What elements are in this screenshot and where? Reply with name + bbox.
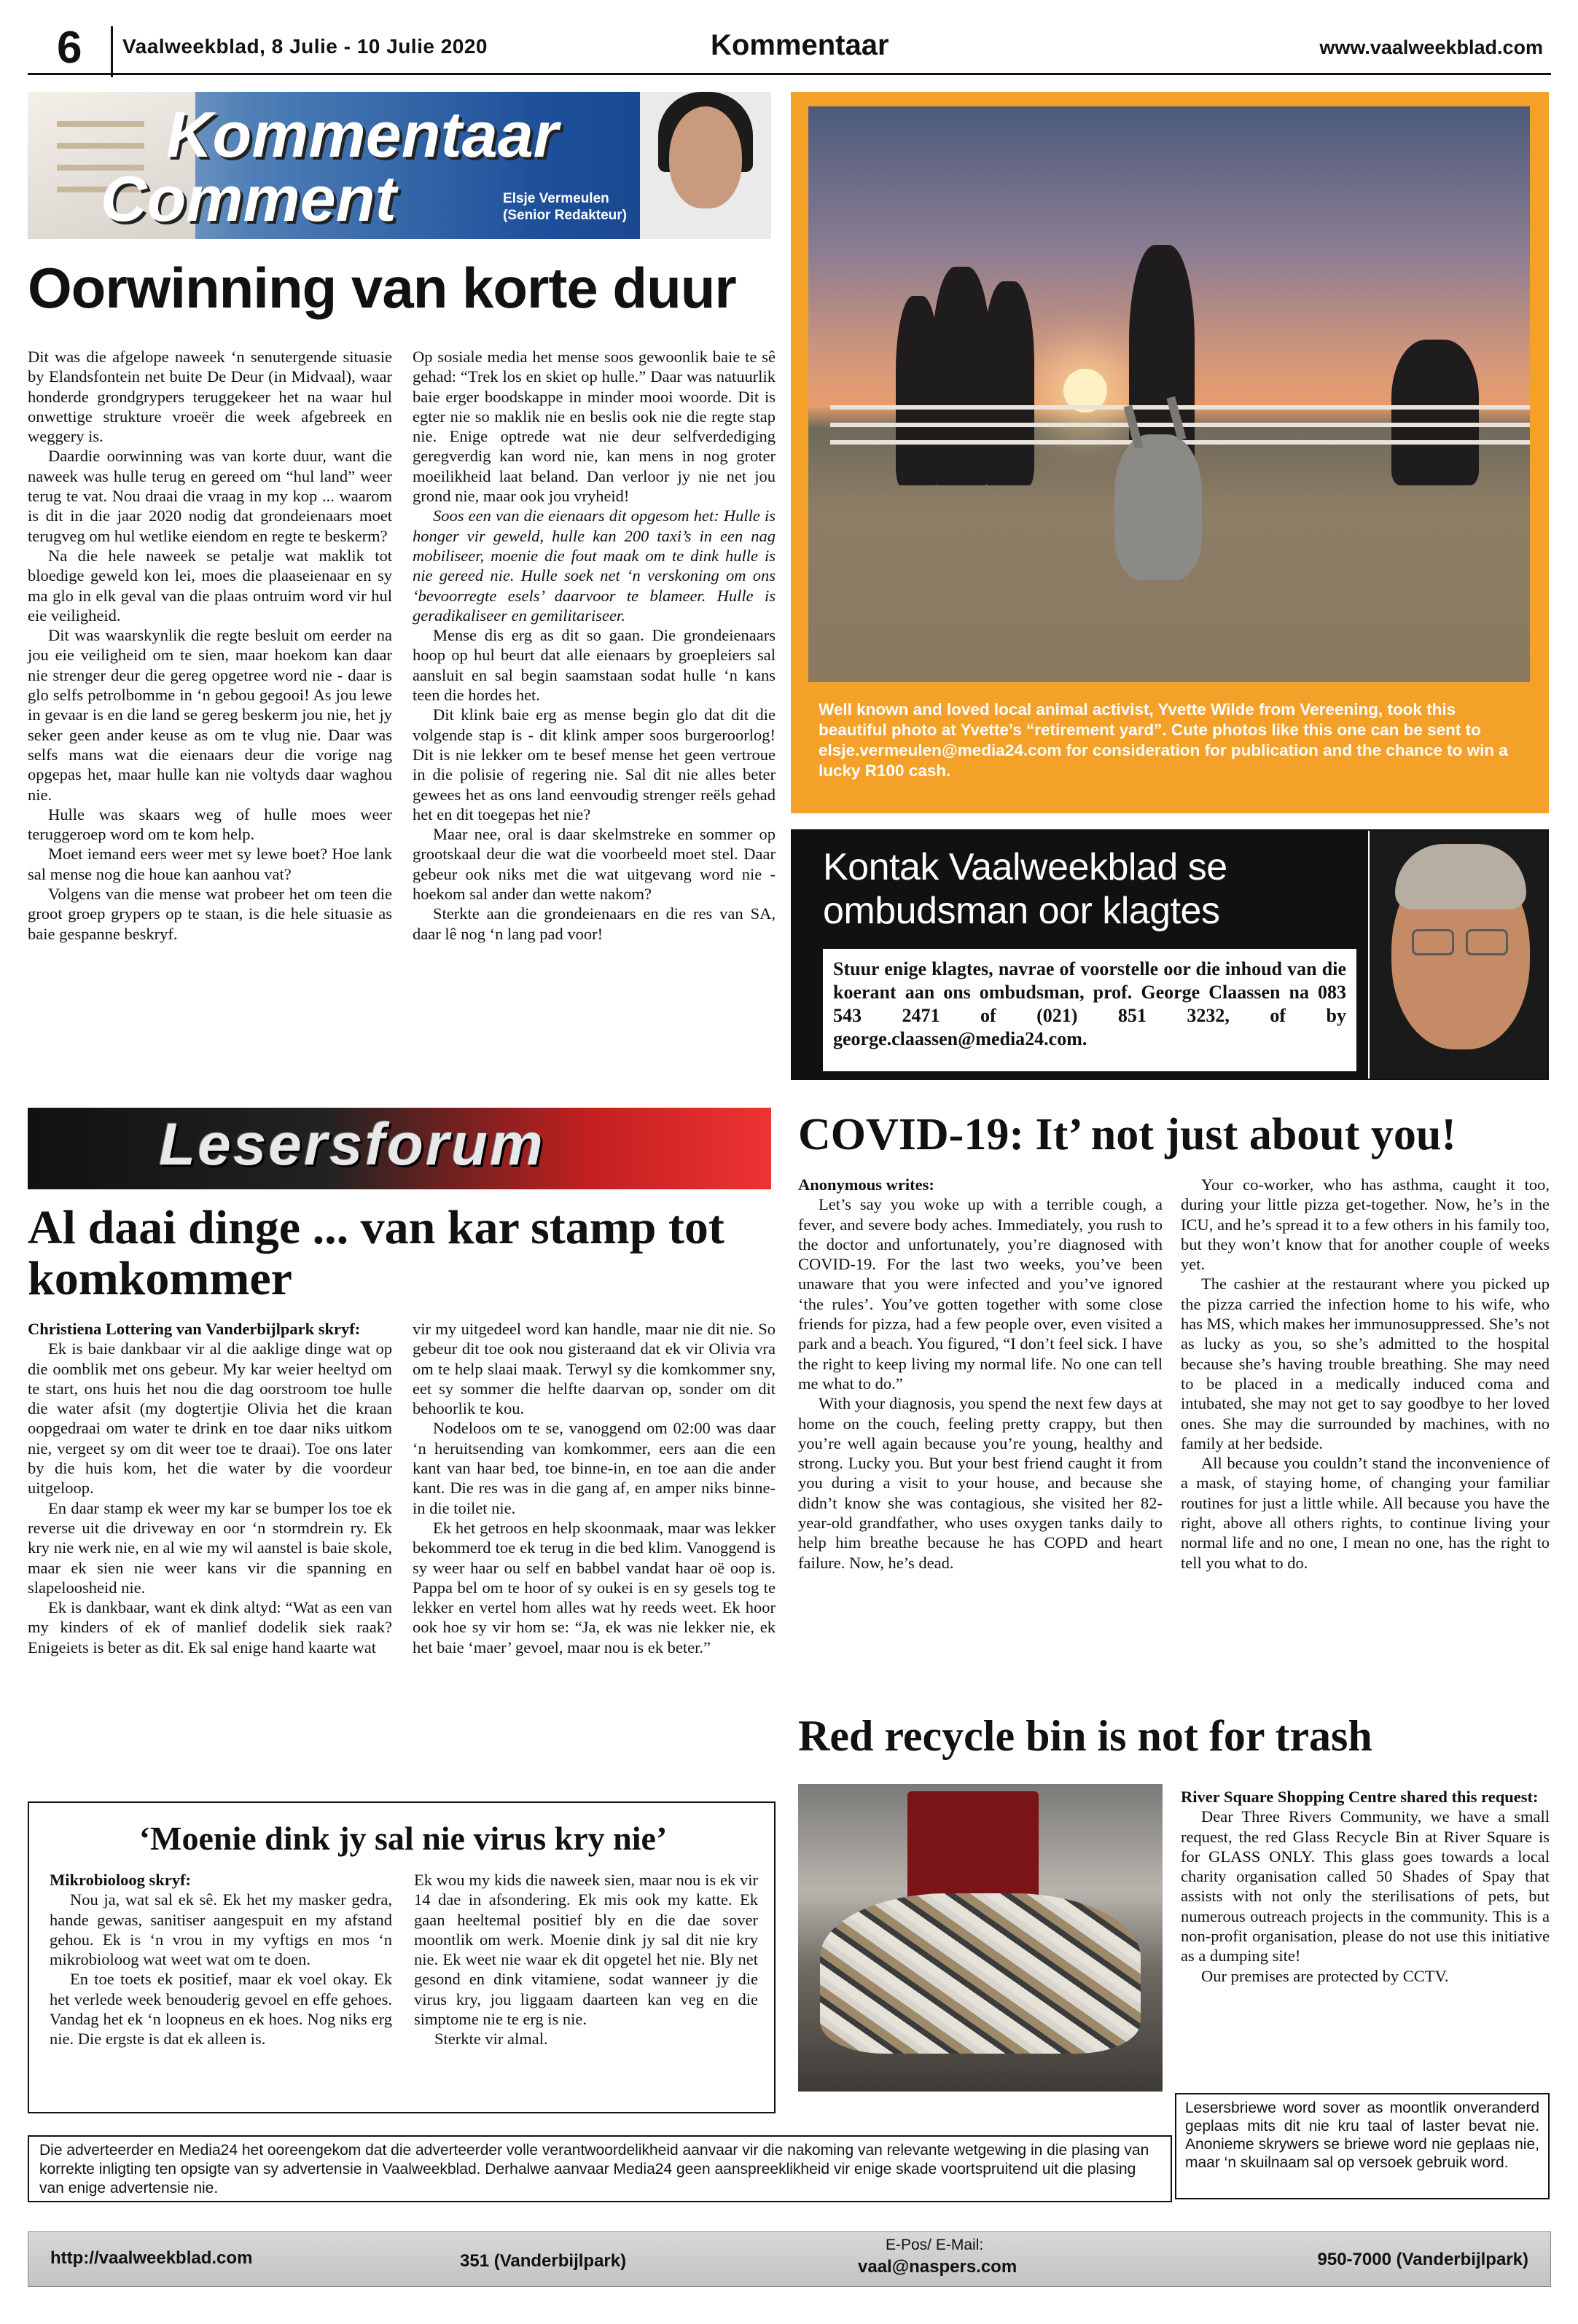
comment-banner [28,92,771,239]
editorial-column-2 [413,347,776,944]
covid-column-2 [1181,1175,1550,1573]
moenie-column-1 [50,1870,392,2049]
recycle-bin-photo [798,1784,1163,2092]
moenie-box [28,1801,776,2113]
paragraph: Soos een van die eienaars dit opgesom het: Hulle is honger vir geweld, hulle kan 200 taxi’s in een nag mobiliseer, moenie die fout maak om te dink hulle is nie gereed nie. Hulle soek net ‘n verskoning om ons ‘bevoorregte esels’ daarvoor te blameer. Hulle is geradikaliseer en gemilitariseer. [413,506,776,625]
covid-byline: Anonymous writes: [798,1175,934,1194]
footer-email[interactable]: vaal@naspers.com [858,2257,1018,2277]
covid-column-1 [798,1175,1163,1573]
paragraph: All because you couldn’t stand the inconvenience of a mask, of staying home, of changing your familiar routines for just a little while. All because you have the right, above all others rights, to continue living your normal life and no one, I mean no one, has the right to tell you what to do. [1181,1454,1550,1572]
paragraph: Maar nee, oral is daar skelmstreke en sommer op grootskaal deur die wat die voorbeeld moet stel. Daar gebeur ook niks met die wat uitgevang word nie - hoekom sal ander dan wette nakom? [413,825,776,904]
moenie-byline: Mikrobioloog skryf: [50,1871,191,1889]
portrait-face [669,106,742,208]
glasses [1412,929,1454,955]
tree [983,281,1034,485]
red-bin [907,1791,1039,1901]
portrait-hair [1395,844,1526,909]
footer-website[interactable]: http://vaalweekblad.com [50,2248,253,2268]
author-role: (Senior Redakteur) [503,208,627,223]
paragraph: En toe toets ek positief, maar ek voel okay. Ek het verlede week benouderig gevoel en effe gehoes. Vandag het ek ‘n loopneus en ek hoes. Nog niks erg nie. Die ergste is dat ek alleen is. [50,1970,392,2049]
paragraph: vir my uitgedeel word kan handle, maar nie dit nie. So gebeur dit toe ook nou gisteraand dat ek vir Olivia vra om te help slaai maak. Terwyl sy die komkommer sny, eet sy sommer die helfte daarvan op, sonder om dit behoorlik te kou. [413,1320,776,1418]
letter-byline: Christiena Lottering van Vanderbijlpark skryf: [28,1320,361,1338]
paragraph: Moet iemand eers weer met sy lewe boet? Hoe lank sal mense nog die houe kan aanhou vat? [28,845,392,883]
issue-date: Vaalweekblad, 8 Julie - 10 Julie 2020 [122,35,488,58]
paragraph: Volgens van die mense wat probeer het om teen die groot groep grypers op te staan, is die hele situasie as baie gespanne beskryf. [28,885,392,943]
recycle-byline: River Square Shopping Centre shared this request: [1181,1788,1539,1806]
paragraph: Dit was waarskynlik die regte besluit om eerder na jou eie veiligheid om te sien, maar hoekom kan daar nie strenger deur die gereg opgetree word nie - daar is glo selfs petrolbomme in ‘n gebou gegooi! As jou lewe in gevaar is en die land se gereg beskerm jou nie, het jy seker geen ander keuse as om te vlug nie. Daar was selfs mans wat die eienaars deur die vorige nag opgepas het, maar hulle kan nie voltyds daar waghou nie. [28,626,392,804]
ombudsman-panel [792,831,1368,1079]
lesersforum-title: Lesersforum [159,1111,545,1178]
paragraph: Dit was die afgelope naweek ‘n senutergende situasie by Elandsfontein net buite De Deur (in Midvaal), waar honderde grondgrypers teruggekeer het na waar hul onwettige strukture vroeër die week afgebreek en weggery is. [28,348,392,446]
paragraph: Nou ja, wat sal ek sê. Ek het my masker gedra, hande gewas, sanitiser aangespuit en my afstand gehou. Ek is ‘n vrou in my vyftigs en mos ‘n mikrobioloog wat weet wat om te doen. [50,1890,392,1969]
author-byline [503,190,627,224]
ombudsman-photo [1370,831,1547,1079]
footer-bar [28,2231,1551,2287]
editorial-column-1 [28,347,392,944]
paragraph: Daardie oorwinning was van korte duur, want die naweek was hulle terug en gereed om “hul land” weer terug te vat. Nou draai die vraag in my kop ... waarom is dit in die jaar 2020 nodig dat grondeienaars moet terugveg om hul wetlike eiendom en regte te beskerm? [28,447,392,545]
paragraph: Sterkte vir almal. [434,2030,548,2049]
paragraph: Ek is dankbaar, want ek dink altyd: “Wat as een van my kinders of ek of manlief dodelik siek raak? Enigeiets is beter as dit. Ek sal enige hand kaarte wat [28,1598,392,1656]
ombudsman-title: Kontak Vaalweekblad se ombudsman oor klagtes [823,846,1227,932]
header-url[interactable]: www.vaalweekblad.com [1319,36,1543,58]
paragraph: Mense dis erg as dit so gaan. Die grondeienaars hoop op hul beurt dat alle eienaars by groepleiers sal aansluit en sal begin saamstaan sodat hulle ‘n kans teen die hordes het. [413,626,776,705]
letters-policy-note: Lesersbriewe word sover as moontlik onveranderd geplaas mits dit nie kru taal of laster bevat nie. Anonieme skrywers se briewe word nie geplaas nie, maar ‘n skuilnaam sal op versoek gebruik word. [1175,2093,1550,2199]
banner-title-kommentaar: Kommentaar [166,98,558,171]
paragraph: With your diagnosis, you spend the next few days at home on the couch, feeling pretty crappy, but then you’re well again because you’re young, healthy and strong. Lucky you. But your best friend caught it from you during a visit to your house, and because she didn’t know she was contagious, she visited her 82-year-old grandfather, who uses oxygen tanks daily to help him breathe because he has COPD and heart failure. Now, he’s dead. [798,1394,1163,1572]
paragraph: Sterkte aan die grondeienaars en die res van SA, daar lê nog ‘n lang pad voor! [413,904,776,943]
paragraph: Ek het getroos en help skoonmaak, maar was lekker bekommerd toe ek terug in die bed klim. Vanoggend is sy weer haar ou self en babbel vandat haar oë oop is. Pappa bel om te hoor of sy oukei is en sy gesels tog te lekker en vertel hom alles wat hy reeds weet. Ek hoor ook hoe sy vir hom se: “Ja, ek was nie lekker nie, ek het baie ‘maer’ gevoel, maar nou is ek beter.” [413,1518,776,1656]
paragraph: Let’s say you woke up with a terrible cough, a fever, and severe body aches. Immediately, you rush to the doctor and unfortunately, you’re diagnosed with COVID-19. For the last two weeks, you’ve been unaware that you were infected and you’ve ignored ‘the rules’. You’ve gotten together with some close friends for pizza, had a few people over, even visited a park and a beach. You figured, “I don’t feel sick. I have the right to keep living my normal life. No one can tell me what to do.” [798,1195,1163,1393]
covid-headline: COVID-19: It’ not just about you! [798,1110,1457,1159]
reader-photo-box [791,92,1549,813]
ombudsman-text: Stuur enige klagtes, navrae of voorstelle oor die inhoud van die koerant aan ons ombudsman, prof. George Claassen na 083 543 2471 of (021) 851 3232, of by george.claassen@media24.com. [823,949,1356,1071]
paragraph: Dear Three Rivers Community, we have a small request, the red Glass Recycle Bin at River Square is for GLASS ONLY. This glass goes towards a local charity organisation called 50 Shades of Spay that assists with not only the sterilisations of pets, but numerous outreach projects in the community. This is a non-profit organisation, please do not use this initiative as a dumping site! [1181,1807,1550,1965]
paragraph: Na die hele naweek se petalje wat maklik tot bloedige geweld kon lei, moes die plaaseienaar en sy ma glo in elk geval van die plaas ontruim word vir hul eie veiligheid. [28,546,392,625]
moenie-headline: ‘Moenie dink jy sal nie virus kry nie’ [138,1820,668,1857]
tree [1391,340,1479,485]
letter-column-1 [28,1319,392,1657]
section-title: Kommentaar [711,29,889,61]
photo-caption: Well known and loved local animal activist, Yvette Wilde from Vereening, took this beautiful photo at Yvette’s “retirement yard”. Cute photos like this one can be sent to elsje.vermeulen@media24.com for consideration for publication and the chance to win a lucky R100 cash. [819,700,1508,780]
trash-pile [820,1893,1141,2054]
tree [932,267,991,485]
footer-email-label: E-Pos/ E-Mail: [886,2237,984,2253]
fence [830,405,1530,410]
paragraph: En daar stamp ek weer my kar se bumper los toe ek reverse uit die driveway en oor ‘n stormdrein ry. Ek kry nie werk nie, en al wie my wil aanstel is baie skole, maar ek sien nie weer kans vir die spanning en slapeloosheid nie. [28,1498,392,1597]
ombudsman-box [791,829,1549,1080]
lesersforum-banner [28,1108,771,1189]
paragraph: Ek wou my kids die naweek sien, maar nou is ek vir 14 dae in afsondering. Ek mis ook my katte. Ek gaan heeltemal positief bly en die dae sover moontlik om werk. Moenie dink jy sal dit nie kry nie. Ek weet nie waar ek dit opgetel het nie. Bly net gesond en dink vitamiene, sodat wanneer jy die virus kry, jou liggaam daarteen kan veg en die simptome nie te erg is nie. [414,1871,758,2029]
editorial-headline: Oorwinning van korte duur [28,256,736,320]
paragraph: Op sosiale media het mense soos gewoonlik baie te sê gehad: “Trek los en skiet op hulle.” Daar was natuurlik baie erger boodskappe in minder mooi woorde. Dit is egter nie so maklik nie en beslis ook nie die regte stap nie. Enige optrede wat nie deur selfverdediging geregverdig kan word nie, kan mens in nog groter moeilikheid laat beland. Dan verloor jy nie net jou grond nie, maar ook jou vryheid! [413,348,776,506]
header-divider [111,26,113,77]
paragraph: Ek is baie dankbaar vir al die aaklige dinge wat op die oomblik met ons gebeur. My kar weier heeltyd om te start, ons huis het nou die dag oorstroom toe hulle die water afsit (my dogtertjie Olivia het die kraan oopgedraai om water te drink en toe daar niks uitkom nie, vergeet sy om dit weer toe te draai). Toe ons later by die huis kom, het die water by die voordeur uitgeloop. [28,1339,392,1498]
paragraph: The cashier at the restaurant where you picked up the pizza carried the infection home to his wife, who has MS, which makes her immunosuppressed. She’s not as lucky as you, so she’s admitted to the hospital because she’s having trouble breathing. She may need to be placed in a medically induced coma and intubated, she may not get to say goodbye to her loved ones. She may die surrounded by machines, with no family at her bedside. [1181,1275,1550,1452]
recycle-article [1181,1787,1550,1986]
author-name: Elsje Vermeulen [503,191,609,206]
page-number: 6 [57,23,82,73]
paragraph: Hulle was skaars weg of hulle moes weer teruggeroep word om te kom help. [28,805,392,844]
letter-headline: Al daai dinge ... van kar stamp tot komkommer [28,1201,724,1305]
footer-phone-right: 950-7000 (Vanderbijlpark) [1317,2250,1528,2269]
paragraph: Dit klink baie erg as mense begin glo dat dit die volgende stap is - dit klink amper soos burgeroorlog! Dit is nie lekker om te besef mense het geen vertroue in die polisie of regering nie. Sal dit nie alles beter gewees het as ons land eenvoudig strenger reëls gehad het en dit toegepas het nie? [413,705,776,823]
banner-title-comment: Comment [101,163,397,235]
donkey [1114,434,1202,580]
moenie-column-2 [414,1870,758,2049]
footer-phone-left: 351 (Vanderbijlpark) [460,2251,627,2271]
paragraph: Nodeloos om te se, vanoggend om 02:00 was daar ‘n heruitsending van komkommer, eers aan die een kant van haar bed, toe binne-in, en toe aan die ander kant. Die res was in die gang af, en amper niks binne-in die toilet nie. [413,1419,776,1517]
header-rule [28,73,1551,75]
advertiser-disclaimer: Die adverteerder en Media24 het ooreengekom dat die adverteerder volle verantwoordelikheid aanvaar vir die nakoming van relevante wetgewing in die plasing van korrekte inligting ten opsigte van sy advertensie in Vaalweekblad. Derhalwe aanvaar Media24 geen aanspreeklikheid vir enige skade voortspruitend uit die plasing van enige advertensie nie. [28,2135,1172,2202]
recycle-headline: Red recycle bin is not for trash [798,1712,1372,1760]
paragraph: Our premises are protected by CCTV. [1201,1966,1449,1985]
letter-column-2 [413,1319,776,1657]
donkey-sunset-photo [808,106,1530,682]
author-photo [640,92,771,239]
paragraph: Your co-worker, who has asthma, caught it too, during your little pizza get-together. Now, he’s in the ICU, and he’s spread it to a few others in his family too, but they won’t know that for another couple of weeks yet. [1181,1175,1550,1274]
